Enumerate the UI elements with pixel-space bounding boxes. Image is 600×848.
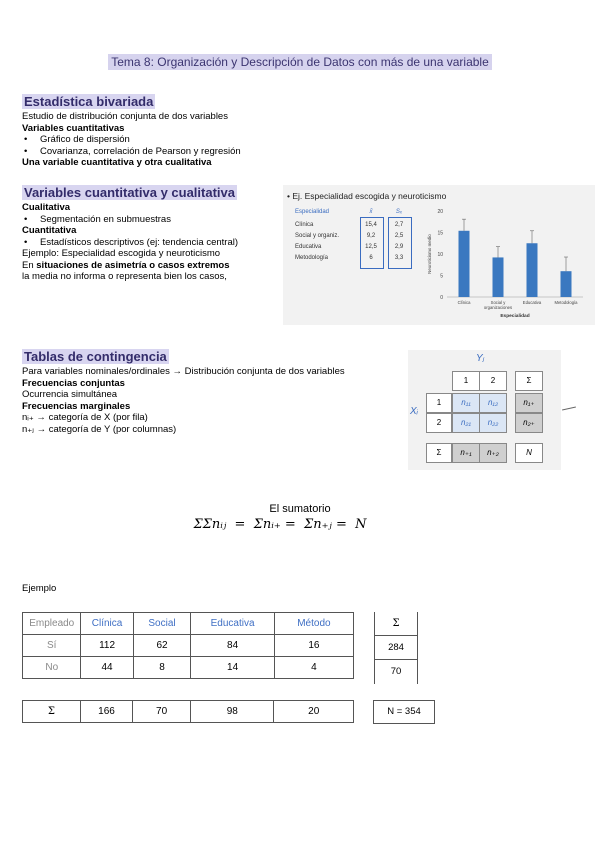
x-tick-label: Metodología bbox=[554, 300, 578, 305]
text-line: Ocurrencia simultánea bbox=[22, 389, 118, 400]
marginal-cell: n₁₊ bbox=[515, 393, 543, 413]
joint-cell: n₁₁ bbox=[452, 393, 480, 413]
joint-cell: n₂₁ bbox=[452, 413, 480, 433]
section-contingencia bbox=[22, 348, 345, 435]
row-sum-cell: 284 bbox=[375, 636, 417, 660]
text-line: Una variable cuantitativa y otra cualitativa bbox=[22, 157, 212, 168]
y-tick-label: 10 bbox=[437, 252, 443, 258]
mini-table-cell: 15,4 bbox=[365, 222, 377, 228]
joint-cell: n₂₂ bbox=[479, 413, 507, 433]
heading-contingencia: Tablas de contingencia bbox=[24, 349, 167, 364]
table-cell: 44 bbox=[81, 657, 133, 679]
header-cell: Educativa bbox=[191, 613, 274, 635]
title-container bbox=[0, 53, 600, 71]
row-sum-box bbox=[374, 612, 418, 684]
text-line: Cualitativa bbox=[22, 202, 71, 213]
sd-column-box bbox=[388, 217, 412, 269]
bar bbox=[493, 257, 504, 297]
bar-chart bbox=[423, 205, 593, 323]
section-cuant-cual bbox=[22, 184, 238, 283]
bullet-item: • Segmentación en submuestras bbox=[22, 214, 238, 226]
joint-cell: n₁₂ bbox=[479, 393, 507, 413]
total-cell: N bbox=[515, 443, 543, 463]
bullet-item: • Covarianza, correlación de Pearson y regresión bbox=[22, 146, 241, 158]
table-cell: 16 bbox=[274, 635, 353, 657]
row-label: Sí bbox=[23, 635, 81, 657]
mini-table-cell: 2,5 bbox=[394, 233, 404, 239]
mini-table-header: x̄ bbox=[369, 209, 373, 215]
header-cell: Social bbox=[133, 613, 191, 635]
mini-table-cell: 2,9 bbox=[394, 244, 404, 250]
mini-table-cell: 12,5 bbox=[365, 244, 377, 250]
text-line: Frecuencias marginales bbox=[22, 400, 131, 412]
example-table bbox=[22, 612, 354, 679]
table-cell: 14 bbox=[191, 657, 274, 679]
pointer-line bbox=[562, 407, 576, 411]
table-cell: 4 bbox=[274, 657, 353, 679]
marginal-cell: n₂₊ bbox=[515, 413, 543, 433]
row-label: No bbox=[23, 657, 81, 679]
table-cell: 62 bbox=[133, 635, 191, 657]
totals-label: Σ bbox=[23, 701, 81, 723]
totals-cell: 98 bbox=[191, 701, 274, 723]
table-cell: 84 bbox=[191, 635, 274, 657]
table-cell: 112 bbox=[81, 635, 133, 657]
page-title: Tema 8: Organización y Descripción de Datos con más de una variable bbox=[108, 54, 492, 70]
heading-cuant-cual: Variables cuantitativa y cualitativa bbox=[24, 185, 235, 200]
x-axis-label: Especialidad bbox=[500, 314, 530, 319]
bar bbox=[527, 243, 538, 297]
text-line: Estudio de distribución conjunta de dos variables bbox=[22, 111, 228, 122]
heading-bivariada: Estadística bivariada bbox=[24, 94, 154, 109]
total-n: N = 354 bbox=[373, 700, 435, 724]
totals-cell: 20 bbox=[274, 701, 354, 723]
x-tick-label: Social y bbox=[490, 300, 506, 305]
marginal-cell: n₊₂ bbox=[479, 443, 507, 463]
table-row bbox=[23, 613, 354, 635]
mini-table-header: Especialidad bbox=[295, 209, 330, 215]
col-header: Σ bbox=[515, 371, 543, 391]
bullet-item: • Estadísticos descriptivos (ej: tendencia central) bbox=[22, 237, 238, 249]
row-header: Σ bbox=[426, 443, 452, 463]
marginal-cell: n₊₁ bbox=[452, 443, 480, 463]
y-tick-label: 5 bbox=[440, 273, 443, 280]
col-header: 1 bbox=[452, 371, 480, 391]
text-line: n₊ⱼ → categoría de Y (por columnas) bbox=[22, 423, 177, 435]
x-tick-label: Clínica bbox=[457, 300, 471, 305]
y-tick-label: 20 bbox=[437, 209, 443, 215]
text-span-bold: situaciones de asimetría o casos extremos bbox=[36, 259, 230, 271]
contingency-grid bbox=[426, 369, 556, 469]
row-header: 2 bbox=[426, 413, 452, 433]
text-line: Ejemplo: Especialidad escogida y neuroticismo bbox=[22, 248, 221, 259]
table-row bbox=[23, 635, 354, 657]
bar bbox=[561, 271, 572, 297]
table-row bbox=[23, 701, 354, 723]
example-label: Ejemplo bbox=[22, 583, 57, 594]
text-line: Cuantitativa bbox=[22, 225, 77, 236]
mini-table-cell: 9,2 bbox=[366, 233, 376, 239]
mean-column-box bbox=[360, 217, 384, 269]
y-label: Yⱼ bbox=[476, 353, 485, 364]
text-line: Variables cuantitativas bbox=[22, 122, 125, 134]
totals-cell: 70 bbox=[133, 701, 191, 723]
text-line: Frecuencias conjuntas bbox=[22, 377, 125, 389]
y-axis-label: Neuroticismo medio bbox=[427, 234, 432, 274]
mini-table-cell: Educativa bbox=[295, 244, 322, 250]
figure-title: • Ej. Especialidad escogida y neuroticismo bbox=[287, 191, 447, 201]
header-cell: Empleado bbox=[23, 613, 81, 635]
figure-contingency bbox=[408, 350, 561, 470]
figure-neuroticismo bbox=[283, 185, 595, 325]
section-bivariada bbox=[22, 93, 241, 169]
mini-table-cell: Social y organiz. bbox=[295, 233, 340, 239]
header-cell: Método bbox=[274, 613, 353, 635]
row-sum-cell: 70 bbox=[390, 666, 402, 677]
mini-table-cell: 6 bbox=[369, 255, 373, 261]
x-tick-label-cont: organizaciones bbox=[483, 305, 513, 310]
mini-table-cell: Clínica bbox=[295, 222, 314, 228]
bar bbox=[459, 231, 470, 297]
text-line: la media no informa o representa bien los casos, bbox=[22, 271, 227, 282]
row-header: 1 bbox=[426, 393, 452, 413]
text-line: Para variables nominales/ordinales → Distribución conjunta de dos variables bbox=[22, 366, 345, 377]
table-row bbox=[23, 657, 354, 679]
mini-table-header: Sₓ bbox=[395, 209, 403, 215]
totals-table bbox=[22, 700, 354, 723]
bullet-item: • Gráfico de dispersión bbox=[22, 134, 241, 146]
row-sum-head: Σ bbox=[375, 612, 417, 636]
mini-table-cell: 2,7 bbox=[394, 222, 404, 228]
y-tick-label: 15 bbox=[437, 230, 443, 237]
sum-formula: ΣΣnᵢⱼ = Σnᵢ₊ = Σn₊ⱼ = N bbox=[193, 517, 367, 532]
text-line: nᵢ₊ → categoría de X (por fila) bbox=[22, 412, 148, 423]
y-tick-label: 0 bbox=[440, 295, 443, 301]
text-span: En bbox=[22, 259, 37, 271]
mini-table-cell: Metodología bbox=[295, 255, 329, 261]
totals-cell: 166 bbox=[80, 701, 132, 723]
x-tick-label: Educativa bbox=[522, 300, 542, 305]
col-header: 2 bbox=[479, 371, 507, 391]
x-label: Xᵢ bbox=[410, 406, 418, 417]
text-line bbox=[22, 260, 238, 272]
sum-label: El sumatorio bbox=[269, 503, 331, 515]
table-cell: 8 bbox=[133, 657, 191, 679]
mini-table-cell: 3,3 bbox=[394, 255, 404, 261]
header-cell: Clínica bbox=[81, 613, 133, 635]
